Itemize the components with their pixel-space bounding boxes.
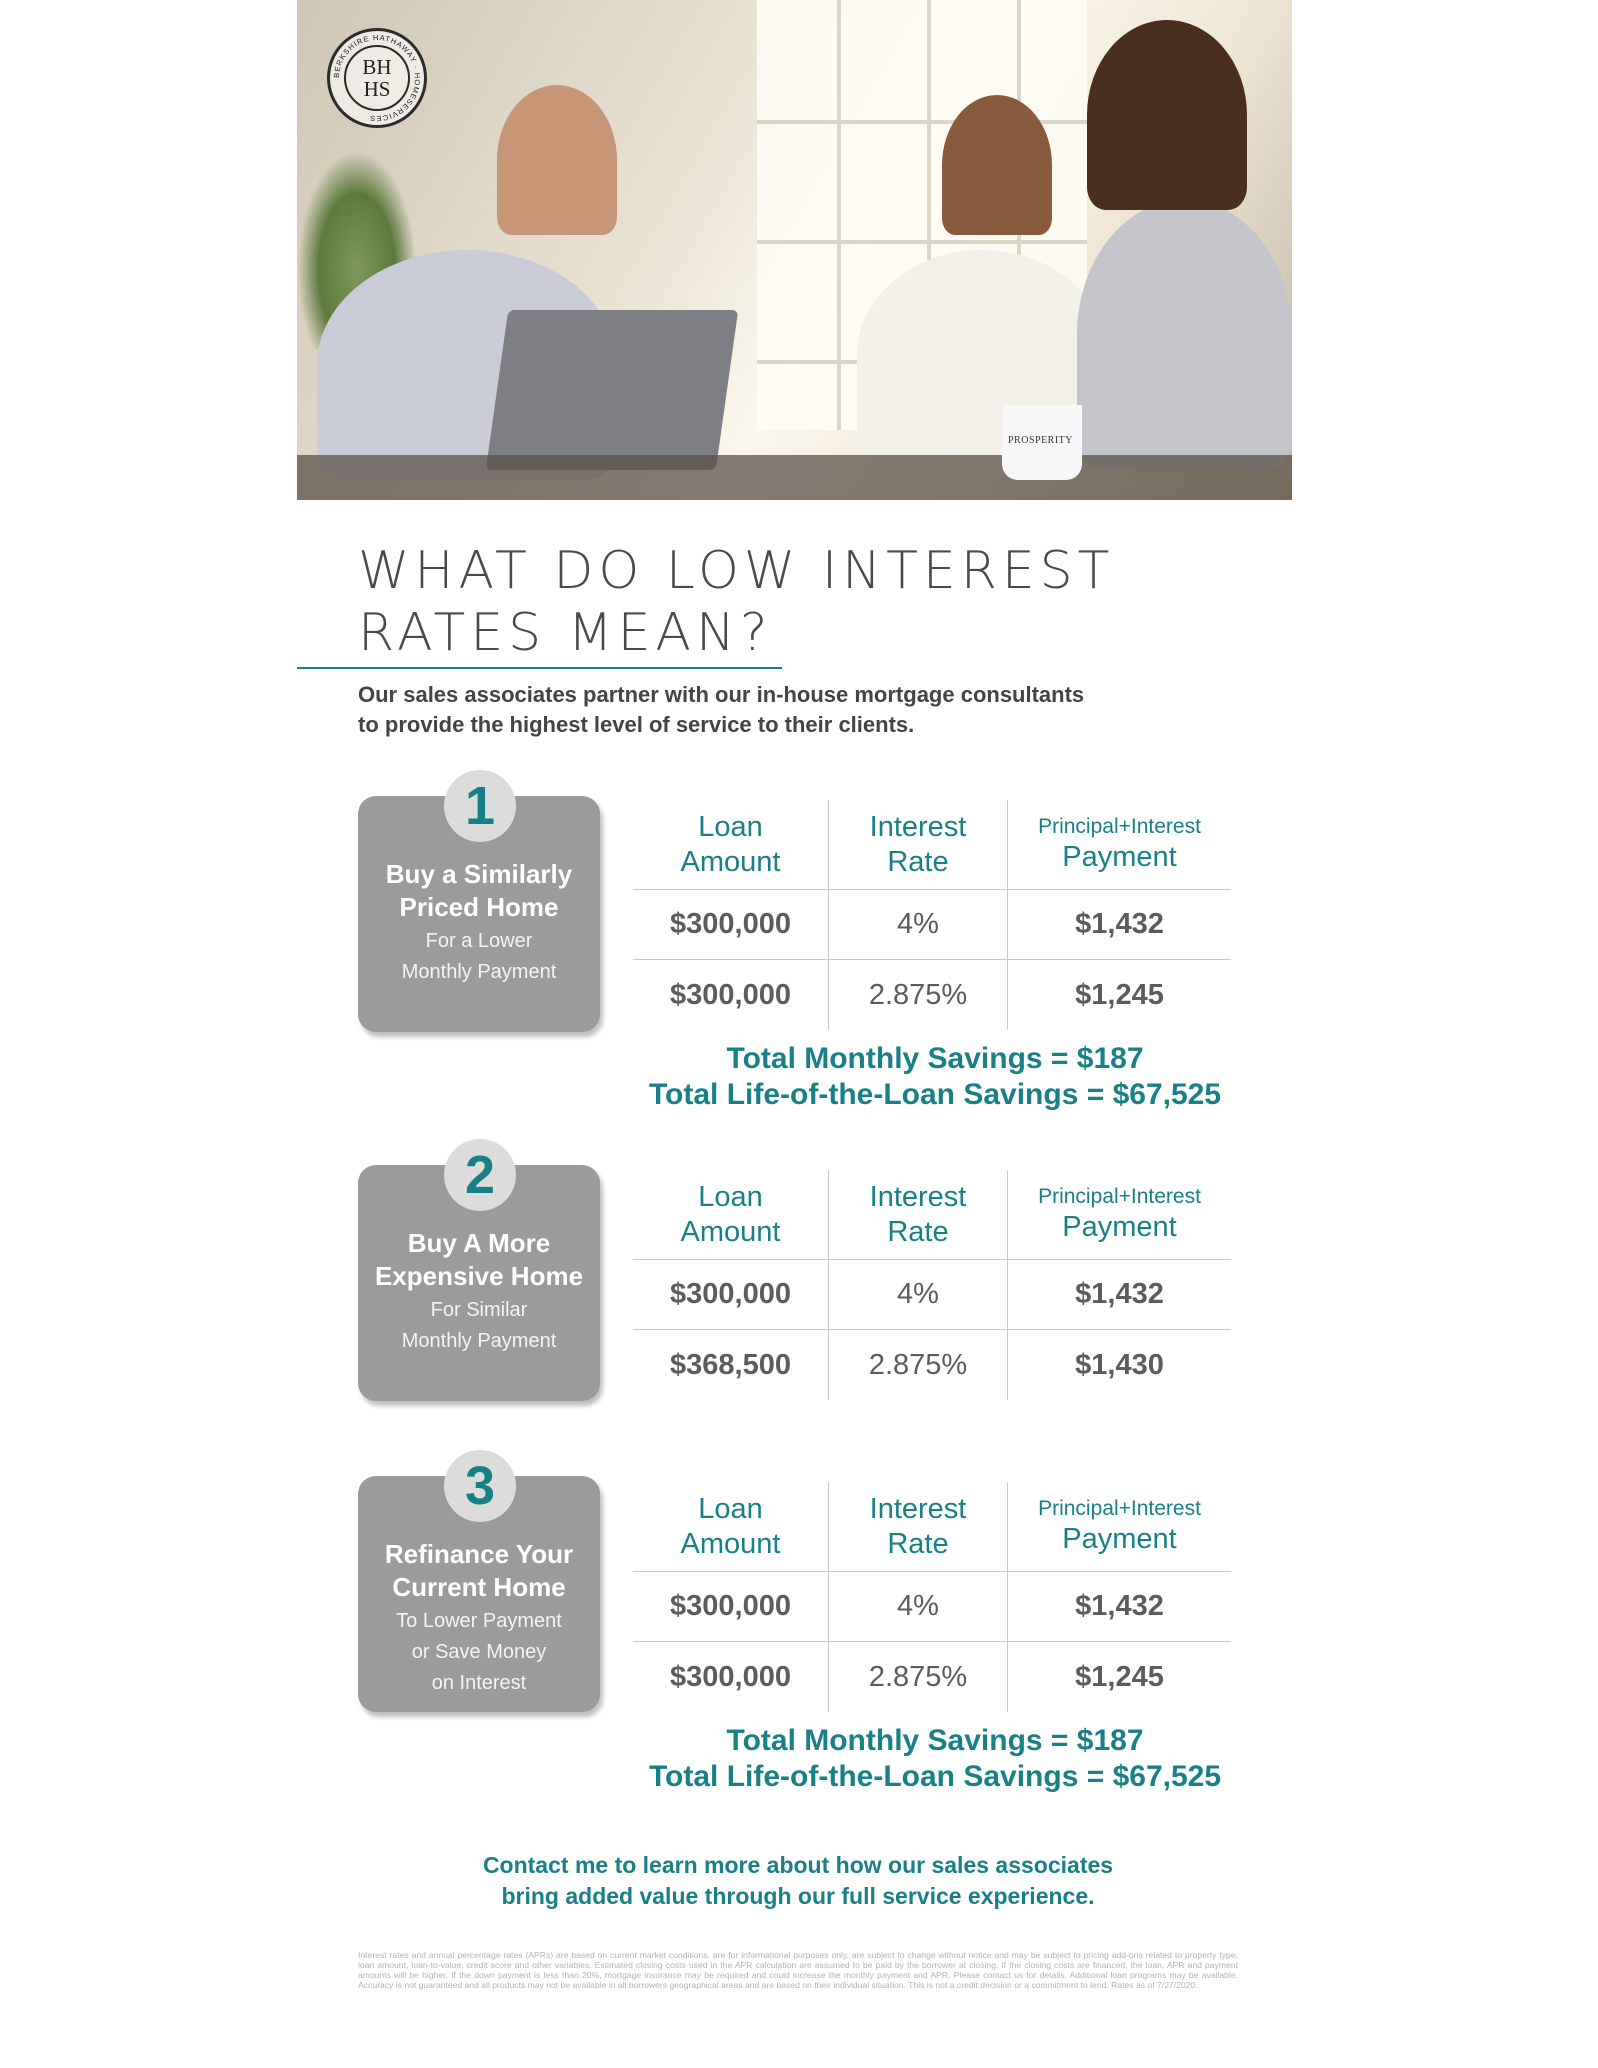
scenario-card-1 (358, 776, 600, 1032)
scenario-number-badge: 3 (444, 1450, 516, 1522)
scenario-card-2 (358, 1145, 600, 1401)
table-row (633, 1260, 1231, 1330)
rate-table-1 (633, 800, 1231, 1030)
contact-line-2: bring added value through our full service experience. (501, 1883, 1095, 1909)
table-surface (297, 455, 1292, 500)
loan-amount: $300,000 (670, 1590, 791, 1622)
interest-rate: 4% (897, 1590, 939, 1622)
header-interest: Interest (869, 1180, 967, 1213)
payment: $1,430 (1075, 1348, 1164, 1381)
loan-amount: $300,000 (670, 908, 791, 940)
header-loan: Loan (698, 1180, 763, 1213)
payment: $1,245 (1075, 1660, 1164, 1693)
logo-line-2: HS (363, 77, 391, 101)
scenario-subtitle: For Similar Monthly Payment (401, 1299, 557, 1352)
header-rate: Rate (887, 845, 949, 878)
scenario-number-badge: 1 (444, 770, 516, 842)
client-man-figure (1077, 200, 1292, 470)
header-loan: Loan (698, 810, 763, 843)
loan-amount: $300,000 (670, 1660, 791, 1693)
hero-photo (297, 0, 1292, 500)
loan-amount: $368,500 (670, 1348, 791, 1381)
laptop-image (486, 310, 738, 470)
table-row (633, 1642, 1231, 1712)
header-amount: Amount (680, 1527, 781, 1560)
payment: $1,432 (1075, 1590, 1164, 1622)
scenario-number-badge: 2 (444, 1139, 516, 1211)
svg-text:BERKSHIRE HATHAWAY · HOMESERVI: BERKSHIRE HATHAWAY · HOMESERVICES (331, 32, 423, 124)
header-payment: Payment (1062, 1211, 1177, 1243)
bhhs-logo (327, 28, 427, 128)
table-header-row (633, 1170, 1231, 1260)
title-line-1: WHAT DO LOW INTEREST (358, 541, 1115, 601)
scenario-title: Buy A More Expensive Home (374, 1228, 584, 1291)
intro-text (358, 680, 1258, 740)
life-of-loan-savings: Total Life-of-the-Loan Savings = $67,525 (648, 1760, 1222, 1793)
header-loan: Loan (698, 1492, 763, 1525)
disclaimer-text: Interest rates and annual percentage rates (APRs) are based on current market conditions, are for informational purposes only, are subject to change without notice and may be subject to pricing add-ons related to property type, loan amount, loan-to-value, credit score and other variables. Estimated closing costs used in the APR calculation are assumed to be paid by the borrower at closing. If the closing costs are financed, the loan, APR and payment amounts will be higher. If the down payment is less than 20%, mortgage insurance may be required and could increase the monthly payment and APR. Please contact us for details. Additional loan programs may be available. Accuracy is not guaranteed and all products may not be available in all borrowers geographical areas and are based on their individual situation. This is not a credit decision or a commitment to lend. Rates as of 7/27/2020. (358, 1950, 1238, 1990)
table-row (633, 1572, 1231, 1642)
life-of-loan-savings: Total Life-of-the-Loan Savings = $67,525 (648, 1078, 1222, 1111)
header-amount: Amount (680, 845, 781, 878)
rate-table-2 (633, 1170, 1231, 1400)
loan-amount: $300,000 (670, 978, 791, 1011)
savings-summary-1 (600, 1041, 1270, 1113)
header-interest: Interest (869, 1492, 967, 1525)
rate-table-3 (633, 1482, 1231, 1712)
mug-text: PROSPERITY (1008, 435, 1074, 446)
interest-rate: 4% (897, 1278, 939, 1310)
scenario-card-3 (358, 1456, 600, 1712)
interest-rate: 2.875% (868, 1660, 968, 1693)
header-interest: Interest (869, 810, 967, 843)
loan-amount: $300,000 (670, 1278, 791, 1310)
payment: $1,432 (1075, 908, 1164, 940)
header-payment: Payment (1062, 841, 1177, 873)
header-principal-interest: Principal+Interest (1038, 1185, 1201, 1208)
header-payment: Payment (1062, 1523, 1177, 1555)
interest-rate: 4% (897, 908, 939, 940)
consultant-head (497, 85, 617, 235)
page-title (358, 540, 1258, 664)
header-rate: Rate (887, 1215, 949, 1248)
scenario-title: Refinance Your Current Home (384, 1539, 574, 1602)
table-row (633, 960, 1231, 1030)
mug-image (1002, 405, 1082, 480)
title-divider (297, 667, 782, 669)
table-row (633, 1330, 1231, 1400)
intro-line-2: to provide the highest level of service to their clients. (358, 712, 915, 737)
table-row (633, 890, 1231, 960)
table-header-row (633, 1482, 1231, 1572)
scenario-title: Buy a Similarly Priced Home (385, 859, 573, 922)
scenario-subtitle: To Lower Payment or Save Money on Interest (396, 1610, 562, 1694)
interest-rate: 2.875% (868, 978, 968, 1011)
scenario-subtitle: For a Lower Monthly Payment (401, 930, 557, 983)
table-header-row (633, 800, 1231, 890)
header-principal-interest: Principal+Interest (1038, 1497, 1201, 1520)
intro-line-1: Our sales associates partner with our in-house mortgage consultants (358, 682, 1085, 707)
monthly-savings: Total Monthly Savings = $187 (726, 1724, 1144, 1757)
interest-rate: 2.875% (868, 1348, 968, 1381)
title-line-2: RATES MEAN? (358, 603, 773, 663)
payment: $1,432 (1075, 1278, 1164, 1310)
header-principal-interest: Principal+Interest (1038, 815, 1201, 838)
monthly-savings: Total Monthly Savings = $187 (726, 1042, 1144, 1075)
header-amount: Amount (680, 1215, 781, 1248)
client-woman-head (942, 95, 1052, 235)
client-man-head (1087, 20, 1247, 210)
contact-line-1: Contact me to learn more about how our sales associates (482, 1852, 1114, 1878)
header-rate: Rate (887, 1527, 949, 1560)
logo-line-1: BH (362, 55, 392, 79)
payment: $1,245 (1075, 978, 1164, 1011)
contact-cta (358, 1850, 1238, 1912)
savings-summary-3 (600, 1723, 1270, 1795)
